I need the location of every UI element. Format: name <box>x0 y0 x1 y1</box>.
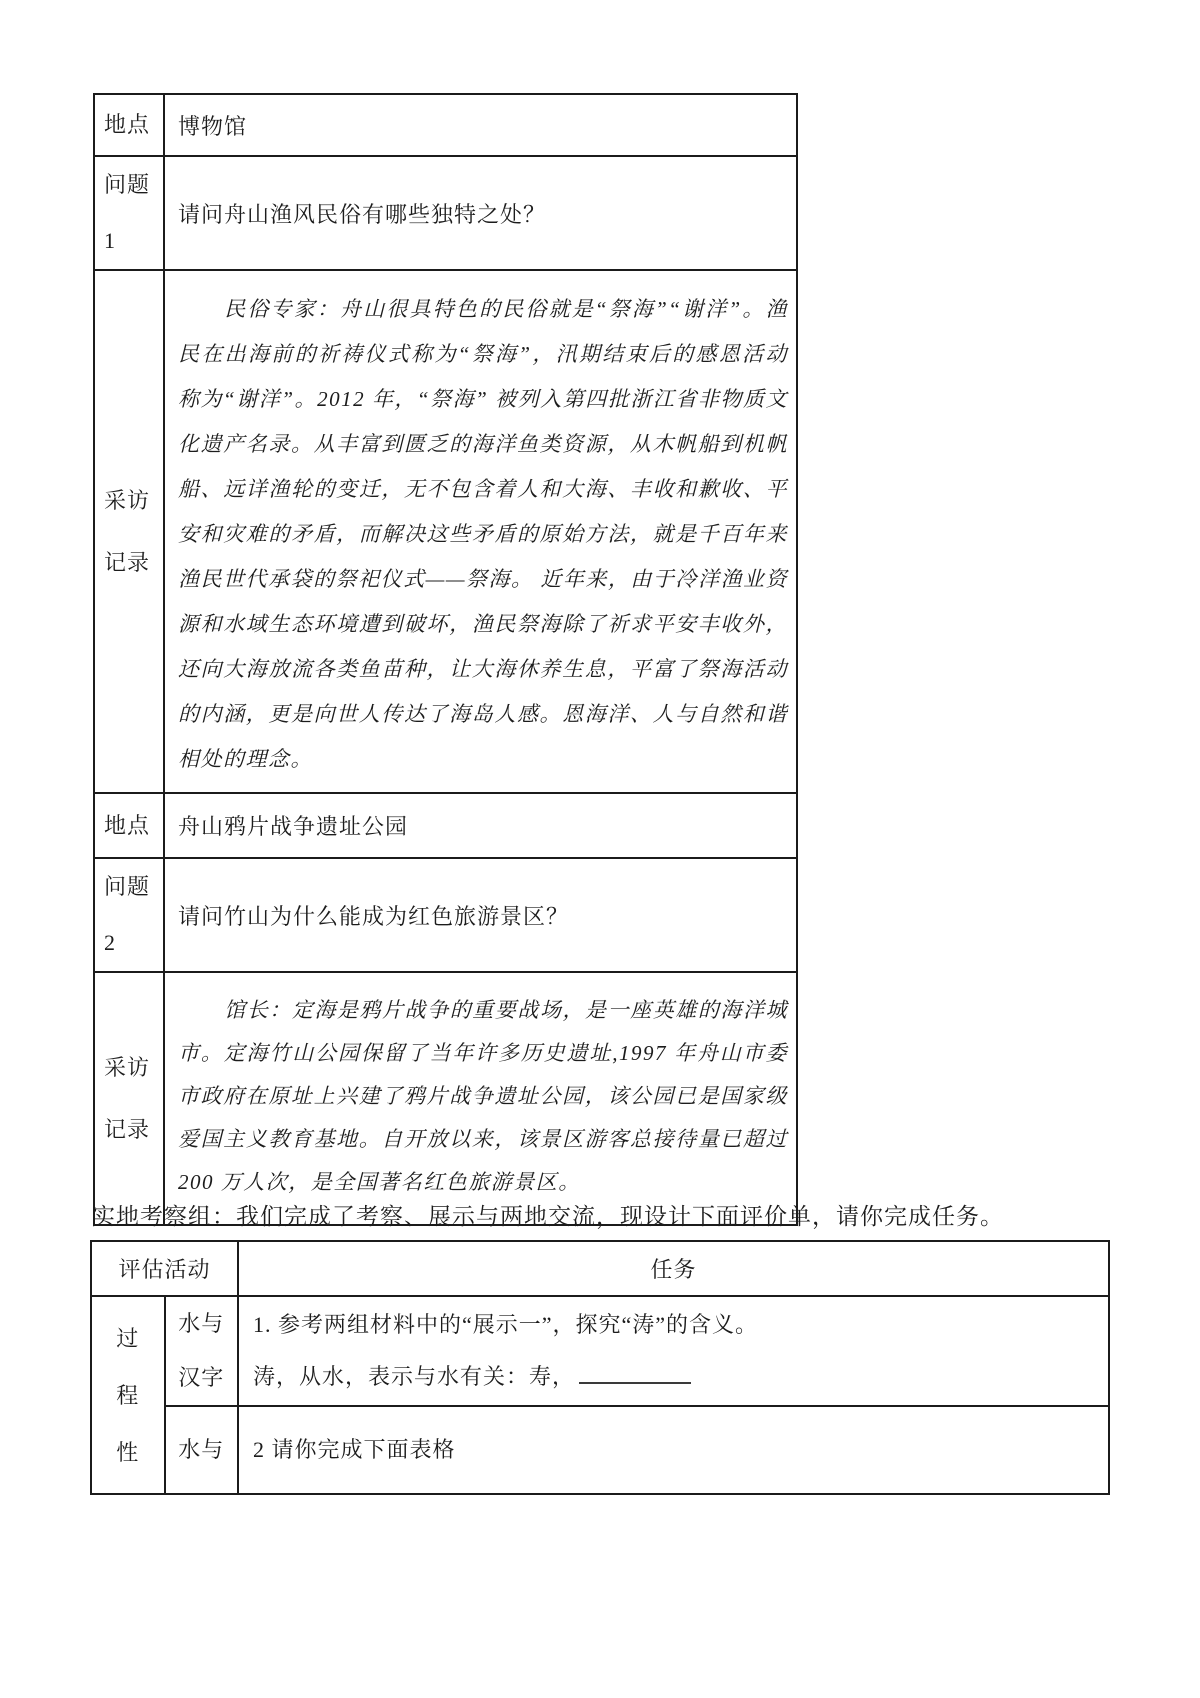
task-2-instruction: 2 请你完成下面表格 <box>253 1437 456 1462</box>
group-label-process <box>91 1296 165 1494</box>
label-number: 2 <box>104 930 116 955</box>
interview-record-2-paragraph: 馆长：定海是鸦片战争的重要战场，是一座英雄的海洋城市。定海竹山公园保留了当年许多历史遗址,1997 年舟山市委市政府在原址上兴建了鸦片战争遗址公园，该公园已是国家级爱国主义教育基地。自开放以来，该景区游客总接待量已超过 200 万人次，是全国著名红色旅游景区。 <box>178 998 788 1194</box>
group-label-char: 程 <box>116 1382 140 1408</box>
sublabel-line: 水与 <box>178 1437 225 1462</box>
answer-blank <box>579 1378 691 1384</box>
question-2-text: 请问竹山为什么能成为红色旅游景区？ <box>164 858 797 972</box>
group-label-char: 性 <box>116 1439 140 1465</box>
table-row <box>94 270 797 793</box>
question-1-text: 请问舟山渔风民俗有哪些独特之处？ <box>164 156 797 270</box>
table-row <box>94 972 797 1225</box>
table-row <box>94 858 797 972</box>
task-1-instruction: 1. 参考两组材料中的“展示一”，探究“涛”的含义。 <box>253 1312 759 1337</box>
table-row <box>94 793 797 858</box>
sublabel-water <box>165 1406 239 1494</box>
sublabel-water-characters <box>165 1296 239 1406</box>
row-label-question-1 <box>94 156 164 270</box>
label-text: 地点 <box>104 812 151 838</box>
sublabel-line: 汉字 <box>178 1365 225 1390</box>
row-label-record-1 <box>94 270 164 793</box>
header-task: 任务 <box>238 1241 1109 1296</box>
task-1-fill-in-text: 涛，从水，表示与水有关：寿， <box>253 1364 576 1389</box>
label-text: 记录 <box>104 1116 151 1142</box>
label-text: 采访 <box>104 1054 151 1080</box>
label-text: 地点 <box>104 112 151 137</box>
table-row <box>91 1406 1109 1494</box>
location-2-value: 舟山鸦片战争遗址公园 <box>164 793 797 858</box>
row-label-question-2 <box>94 858 164 972</box>
row-label-record-2 <box>94 972 164 1225</box>
task-1-cell <box>238 1296 1109 1406</box>
label-text: 采访 <box>104 487 151 513</box>
location-1-value: 博物馆 <box>164 94 797 156</box>
survey-group-intro: 实地考察组：我们完成了考察、展示与两地交流，现设计下面评价单，请你完成任务。 <box>92 1204 1004 1229</box>
label-text: 问题 <box>104 172 151 197</box>
header-activity: 评估活动 <box>91 1241 238 1296</box>
interview-record-1-paragraph: 民俗专家：舟山很具特色的民俗就是“祭海”“谢洋”。渔民在出海前的祈祷仪式称为“祭海”，汛期结束后的感恩活动称为“谢洋”。2012 年，“祭海” 被列入第四批浙江省非物质文化遗产名录。从丰富到匮乏的海洋鱼类资源，从木帆船到机帆船、远详渔轮的变迁，无不包含着人和大海、丰收和歉收、平安和灾难的矛盾，而解决这些矛盾的原始方法，就是千百年来渔民世代承袋的祭祀仪式——祭海。 近年来，由于冷洋渔业资源和水域生态环境遭到破坏，渔民祭海除了祈求平安丰收外，还向大海放流各类鱼苗种，让大海休养生息，平富了祭海活动的内涵，更是向世人传达了海岛人感。恩海洋、人与自然和谐相处的理念。 <box>178 297 788 771</box>
record-1-cell <box>164 270 797 793</box>
group-label-char: 过 <box>116 1325 140 1351</box>
table-header-row <box>91 1241 1109 1296</box>
label-number: 1 <box>104 228 116 253</box>
task-2-cell <box>238 1406 1109 1494</box>
evaluation-table <box>90 1240 1110 1495</box>
label-text: 记录 <box>104 549 151 575</box>
row-label-location-2 <box>94 793 164 858</box>
row-label-location-1 <box>94 94 164 156</box>
table-row <box>91 1296 1109 1406</box>
label-text: 问题 <box>104 874 151 899</box>
interview-table <box>93 93 798 1226</box>
table-row <box>94 94 797 156</box>
record-2-cell <box>164 972 797 1225</box>
table-row <box>94 156 797 270</box>
sublabel-line: 水与 <box>178 1311 225 1336</box>
task-1-fill-in <box>253 1351 1108 1403</box>
